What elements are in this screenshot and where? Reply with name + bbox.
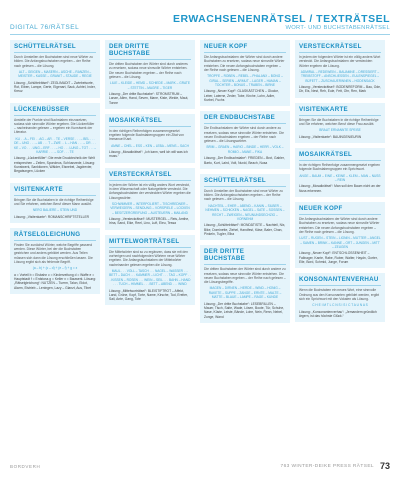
puzzle-title: MITTELWORTRÄTSEL (109, 237, 180, 245)
puzzle-box (10, 40, 100, 98)
puzzle-box (10, 103, 100, 178)
puzzle-title: DER DRITTE BUCHSTABE (109, 43, 151, 57)
puzzle-box (105, 40, 195, 109)
puzzle-words: LUST – RUGEN – STEIN – LIGNIN – MUTTER – ANGEL – SAMEN – BRINK – KANNE – ORT – JUNGEN – MITT – ZEUGEN (299, 236, 381, 249)
puzzle-title: MOSAIKRÄTSEL (299, 151, 353, 158)
puzzle-words: ANGE – BAUM – EINE – KEINE – KLEM – MAN – NUSS – REIN (299, 173, 381, 182)
puzzle-instructions: Die Anfangsbuchstaben der Wörter sind durch andere Buchstaben zu ersetzen, sodass neue sinnvolle Wörter entstehen. Die neuen Anfangsbuchstaben ergeben – der Reihe nach gelesen – die Lösung. (204, 55, 285, 72)
divider (299, 214, 381, 215)
puzzle-instructions: Bringen Sie die Buchstaben in die richtige Reihenfolge und Sie erfahren, welchen Beruf diese Frau ausübt. (299, 117, 379, 126)
puzzle-box (295, 103, 385, 143)
divider (204, 123, 286, 124)
footer-label: BORDVERH (10, 463, 41, 469)
puzzle-equation: (a – b) + (c – d) + (e – f) + g = x (32, 266, 78, 271)
puzzle-title: VERSTECKRÄTSEL (109, 170, 172, 178)
divider (109, 59, 191, 60)
puzzle-words: NACHTEIL – EHER – ABEND – KANIN – SILBER – NEHMEN – SCHICKEN – NAGEL – SATE – SOSSEN – RECHT – ZWEIGEN – NEUNUNDSECHZIG – VORNEHM (205, 203, 285, 221)
divider (109, 247, 191, 248)
puzzle-title: SCHÜTTELRÄTSEL (14, 43, 76, 50)
puzzle-instructions: Die Anfangsbuchstaben der Wörter sind durch andere Buchstaben zu ersetzen, sodass neue sinnvolle Wörter entstehen. Die neuen Anfangsbuchstaben ergeben – der Reihe nach gelesen – die Lösung. (299, 217, 380, 234)
puzzle-solution: Lösung: „Mittelworträtsel“: BLEISTIFTROT – Affekt, Land, Grüne, Kopf, Torte, Name, Kirsche, Tod, Ereiter, Sail, Ante, Gang, Tote (109, 288, 188, 302)
puzzle-solution: Lösung: „Lückenfüller“: Die erste Drucktechnik der Welt entsprechen – Zeilen, Spondeus, Schlussrede, Lösung: Kunstwerk, Sanktionen, Wälder, Eisnebel, Jagdrevier, Begabungen, Lücken (14, 156, 96, 174)
puzzle-title: VISITENKARTE (14, 185, 63, 193)
divider (204, 52, 286, 53)
puzzle-solution: Lösung: „Versteckrätsel“: BODENREFORM – Bau, Ode, Dir, Eis, Nest, Reh, Eule, Fett, Ohr, Ren, Mark (299, 85, 381, 94)
puzzle-instructions: Die dritten Buchstaben der Wörter sind durch andere zu ersetzen, sodass neue sinnvolle Wörter entstehen. Die neuen Buchstaben ergeben – der Reihe nach gelesen – die Lösungsbegriffe. (204, 267, 286, 285)
puzzle-solution: Lösung: „Der dritte Buchstabe“: STROMSTRUM – Lanze, Allen, Hand, Seven, Mane, Kiste, Weide, Maut, Tonne (109, 92, 189, 105)
divider (14, 52, 96, 53)
puzzle-words: SCHWIMMER – INTERPOLIERT – TISCHREDNER – VERWEIGERN – SENDUNG – VORSPIELE – LOCKEN – BESITZERGREIFUNG – AUSTEUERN – MAILAND (110, 201, 190, 215)
header-titles (173, 13, 390, 34)
puzzle-box (295, 202, 385, 268)
puzzle-solution: Lösung: „Schüttelrätsel“: ZEGLIMADIT – Zwiebelsorte, Rot, Eiben, Lampe, Gerte, Eigenart, Sack, Achtel, Inder, Kreuz (14, 80, 96, 94)
puzzle-box (295, 40, 385, 98)
divider (299, 160, 381, 161)
puzzle-box (295, 273, 385, 322)
puzzle-instructions: Durch Umstellen der Buchstaben sind neue Wörter zu bilden. Die Anfangsbuchstaben ergeben – der Reihe nach gelesen – die Lösung. (204, 188, 283, 202)
puzzle-words: MAUL . . . VOLL – TASCH . . . NAGEL – WASSER . . . BETT – DACH . . . KAMMER – LICHT . . . TAG – KOPF . . . KISSEN – ROSEN . . . WEIN – SEIL . . . BAHN – HAND . . . TUCH – HIMMEL . . . BETT – ABEND . . . WIND (109, 268, 191, 287)
puzzle-words: C H E I M T L C N S I S I C T A U N A S (312, 303, 368, 308)
puzzle-title: KONSONANTENVERHAU (299, 276, 379, 284)
puzzle-solution: Lösung: „Neuer Kopf“: ENTSCHLOSSENHEIT – Fallnager, Kante, Rabe, Ruber, Walter, Haydn, Gorter, Elle, Bord, Schmid, Junge, Forum (299, 251, 378, 264)
footer-right (281, 461, 390, 471)
puzzle-solution: Lösung: „Visitenkarte“: ROMANSCHRIFTSTELLER (14, 214, 90, 219)
puzzle-title: MOSAIKRÄTSEL (109, 116, 163, 124)
puzzle-instructions: In der richtigen Reihenfolge zusammengesetzt ergeben folgende Buchstabengruppen ein Sprichwort. (299, 163, 381, 172)
page-subtitle: WORT- UND BUCHSTABENRÄTSEL (285, 25, 390, 31)
puzzle-title: DER DRITTE BUCHSTABE (204, 248, 246, 263)
puzzle-grid (10, 40, 390, 323)
puzzle-instructions: Die Endbuchstaben der Wörter sind durch andere zu ersetzen, sodass neue sinnvolle Wörter entstehen. Die neuen Endbuchstaben ergeben – der Reihe nach gelesen – die Lösungswörter. (204, 126, 284, 144)
puzzle-box (105, 235, 195, 306)
section-label: DIGITAL 76/RÄTSEL (10, 24, 80, 31)
puzzle-title: RÄTSELGLEICHUNG (14, 230, 81, 238)
puzzle-solution: a = Vorteil b = Eisbahn c = Kinderzeitung d = Waffe e = Hauptstadt f = Erdstoss g = Keller x = Bauwerk. Lösung: „Rätselgleichung“: NUTZEN – Tuerm, Talon, Eidot, Alarm, Eistrieb – Leningen, Lazy – Glanzt, Aus, Tibet (14, 272, 97, 290)
puzzle-instructions: Die dritten Buchstaben der Wörter sind durch anderes zu ersetzen, sodass neue sinnvolle Wörter entstehen. Die neuen Buchstaben ergeben – der Reihe nach gelesen – die Lösung. (109, 62, 188, 79)
divider (204, 264, 286, 265)
puzzle-box (200, 40, 290, 106)
puzzle-words: NERO BALIERE – STEIN UND (32, 208, 78, 213)
divider (14, 240, 96, 241)
puzzle-solution: Lösung: „Mosaikrätsel“: Man soll den Baum nicht an der Nuss erkennen. (299, 184, 381, 193)
divider (299, 115, 381, 116)
puzzle-instructions: Wenn die Buchstaben ein neues Wort, eine sinnvolle Ordnung aus den Konsonanten gebildet werden, ergibt sich ein Sprichwort mit den Vokalen als Lösung. (299, 288, 380, 301)
divider (14, 195, 96, 196)
puzzle-instructions: Die Mittelwörter sind so zu ergänzen, dass sie mit den vorherigen und nachfolgenden Wörtern neue Wörter ergeben. Die Anfangsbuchstaben der Mittelwörter nacheinander gelesen ergeben die Lösung. (109, 249, 188, 267)
puzzle-box (105, 114, 195, 163)
puzzle-solution: Lösung: „Schüttelrätsel“: MONDÄTISTE – Nachteil, Nix, Bike, Dominette, Ziehel, Handfest, Käse, Baler, Chan, Pinkeln, Tugler, Elba (204, 223, 286, 236)
divider (109, 180, 191, 181)
puzzle-box (295, 148, 385, 197)
puzzle-instructions: Durch Umstellen der Buchstaben sind neue Wörter zu bilden. Die Anfangsbuchstaben ergeben – der Reihe nach gelesen – die Lösung. (14, 55, 93, 68)
puzzle-box (200, 174, 290, 240)
page-title: ERWACHSENENRÄTSEL / TEXTRÄTSEL (172, 13, 390, 25)
puzzle-words: KLI . . A – FEI . . AG – AR . . TE – VERSE . . . – BEL . . . DE – UNG . . . – AB . . . T – ZWE . . L – HAN . . . – DR . . . KE – VO . . . UNG – ERF . . . – HO . . . LUNG – TOT . . . – KARRIE . . . – SOF . . . TE (14, 136, 97, 154)
puzzle-solution: Lösung: „Konsonantenverhau“: „Jemandem gründlich ärgern, ist das höchste Glück.“ (299, 309, 377, 318)
puzzle-title: VISITENKARTE (299, 105, 348, 113)
puzzle-words: ADMIRAL – REDEWEIN – BAUAMNE – DRESSIERT – TREIBSTOFF – ANSCHLIESSEN – EULENSPIEGEL – BÜFETT – ZUSCHAUERINNEN – HODENSACK (300, 69, 380, 83)
puzzle-words: ALT – GEIGEN – MASERN – ASCHE – RANZEN – MEISTER – KASSE – GRANIT – STAUDE – REGIE (18, 69, 92, 79)
puzzle-title: NEUER KOPF (299, 205, 343, 212)
divider (14, 115, 96, 116)
puzzle-title: DER ENDBUCHSTABE (204, 114, 276, 122)
puzzle-solution: Lösung: „Mosaikrätsel“: „Ich kann, weil ich will was ich muss.“ (109, 150, 188, 159)
puzzle-instructions: Anstelle der Punkte sind Buchstaben einzusetzen, sodass sich sinnvolle Wörter ergeben. Die Lückenfüller – nacheinander gelesen – ergeben ein Kunstwerk der Literatur. (14, 117, 95, 135)
page-footer (10, 461, 390, 471)
puzzle-box (105, 168, 195, 230)
puzzle-title: LÜCKENBÜSSER (14, 105, 70, 113)
puzzle-title: NEUER KOPF (204, 43, 248, 50)
puzzle-words: TROPFE – ROBEN – REBEL – PHALANX – BONG – GIRAL – SERIEN – ARMUT – LAGER – HAMAN – TOCHTER – BONUS – TRABEN – BIRNE (207, 74, 283, 87)
puzzle-title: SCHÜTTELRÄTSEL (204, 176, 266, 184)
puzzle-words: MAGEN – DIRNEN – HERDE – WIND – HONIG – RAKETE – SUPPE – ZANGE – ERNTE – MALTE – MATTE – BLAUE – LAMPE – RAGE – KUNDE (208, 286, 282, 300)
column-4 (295, 40, 385, 323)
puzzle-box (10, 183, 100, 223)
puzzle-box (200, 245, 290, 323)
puzzle-box (10, 228, 100, 294)
puzzle-instructions: In den richtigen Reihenfolgen zusammengesetzt ergeben folgende Buchstabengruppen ein Zitat von Immanuel Kant. (109, 128, 184, 142)
puzzle-words: LILIE – KLEIDE – HEMD – SCHIEDE – MARK – GRATE – STETTIN – MAGRE – TIGER (109, 81, 190, 90)
divider (299, 285, 381, 286)
puzzle-solution: Lösung: „Versteckrätsel“: MUSTERGEL – Reis, Amthe, Irina, Sand, Eike, Reel, Lino, Luft, Eleu, Tessa (109, 217, 190, 226)
issue-info: 763 WINTER-DEIKE PRESS RÄTSEL (280, 463, 374, 469)
puzzle-instructions: Bringen Sie die Buchstaben in die richtige Reihenfolge und Sie erfahren, welchen Beruf dieser Mann ausübt. (14, 197, 94, 206)
puzzle-solution: Lösung: „Der dritte Buchstabe“: LESEBRILLEN – Mauer, Tisch, Saite, Wade, Lösen, Boote, Tür, Schuhe, Nase, Küste, Leiste, Bände, Loire, Nein, Renn, Nebel, Zunge, Wand (204, 301, 285, 319)
divider (299, 52, 381, 53)
puzzle-solution: Lösung: „Visitenkarte“: BAUINGENIEURIN (299, 134, 362, 139)
puzzle-instructions: In jedem der Wörter ist ein völlig anders Wort versteckt, in dem Wissenschaft oder Naturgebiete versteckt. Die Anfangsbuchstaben der versteckten Wörter ergeben die Lösungswörter. (109, 182, 191, 200)
page-header (10, 8, 390, 35)
puzzle-words: AMNE – CHEL – ESS – KEN – LEBA – MENS – SACH (111, 143, 189, 148)
puzzle-title: VERSTECKRÄTSEL (299, 43, 362, 50)
puzzle-solution: Lösung: „Neuer Kopf“: GLASKÄSTCHEN – Glocke, Leber, Laterne, Zeder, Tobe, Kirche, Lohn, Adler, Kurbel, Fuchs (204, 89, 279, 102)
puzzle-words: BRIM – GRAEN – HARIO – BINDE – HERR – VOLK – ROMIO – MANE – FIKA (206, 145, 284, 154)
puzzle-instructions: Finden Sie zunächst Wörter, welche Begriffe passend werden. Diese Wörter, bei der die Buchstaben gestrichen und anders gebildet werden. Aus Teilen müssen sich dann die Lösung erschließen lassen. Die Lösung ergibt sich als fehlende Begriff. (14, 242, 93, 265)
column-3 (200, 40, 290, 323)
column-2 (105, 40, 195, 323)
divider (204, 186, 286, 187)
column-1 (10, 40, 100, 323)
puzzle-solution: Lösung: „Der Endbuchstabe“: FRIEDEN – Brot, Gabler, Barto, Kurt, Laird, Volt, Nuvid, Beach, Nusa (204, 156, 285, 165)
divider (109, 126, 191, 127)
puzzle-words: BRAUT ERNANNTE SPEISE (319, 128, 361, 133)
page-number: 73 (379, 461, 390, 471)
puzzle-box (200, 111, 290, 169)
puzzle-instructions: In jedem der folgenden Wörter ist ein völlig anders Wort versteckt. Die Anfangsbuchstaben der versteckten Wörter ergeben die Lösung. (299, 55, 381, 68)
